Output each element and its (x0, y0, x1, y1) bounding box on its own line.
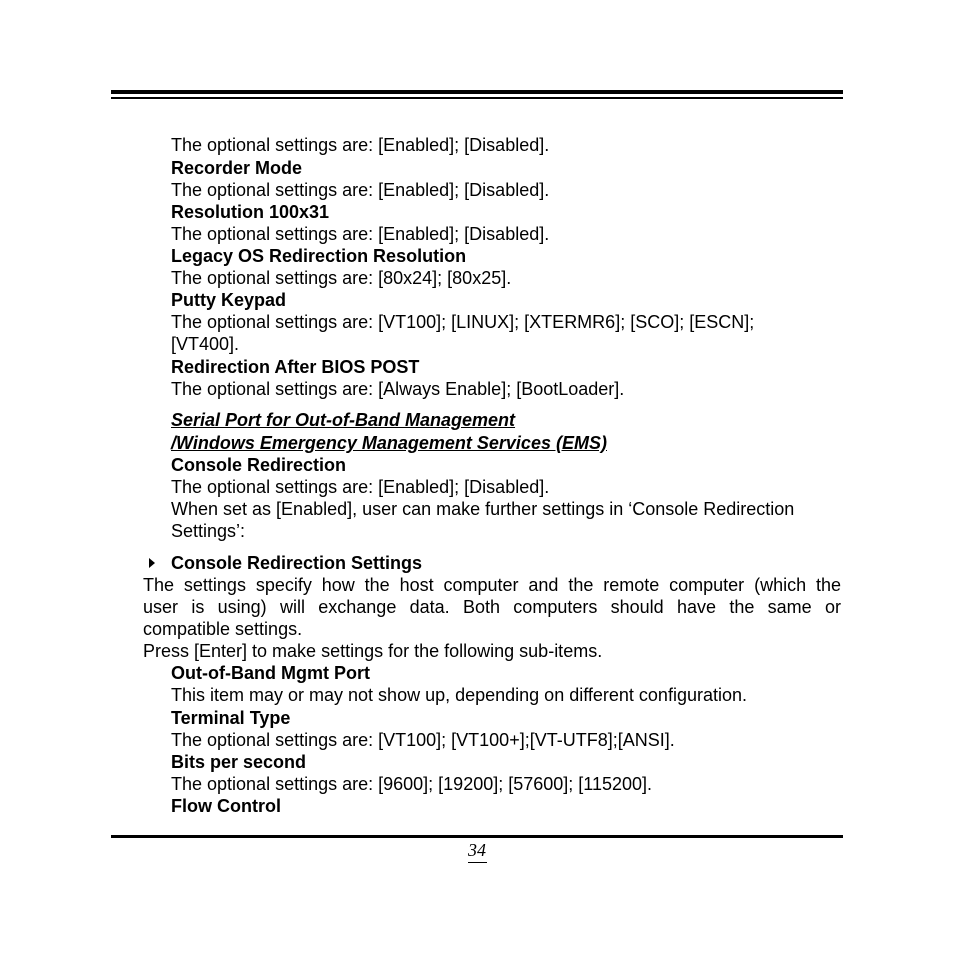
console-redirection-heading: Console Redirection (171, 455, 347, 475)
recorder-mode-heading: Recorder Mode (171, 158, 303, 178)
redirection-after-post-heading: Redirection After BIOS POST (171, 357, 420, 377)
header-rule-thick (111, 90, 843, 94)
console-redirection-note-cont: Settings’: (171, 521, 246, 541)
resolution-heading: Resolution 100x31 (171, 202, 330, 222)
putty-keypad-settings-cont: [VT400]. (171, 334, 240, 354)
page-number: 34 (468, 840, 486, 860)
section-title-line2: /Windows Emergency Management Services (EMS) (171, 433, 607, 453)
putty-keypad-settings: The optional settings are: [VT100]; [LINUX]; [XTERMR6]; [SCO]; [ESCN]; (171, 312, 755, 332)
terminal-type-settings: The optional settings are: [VT100]; [VT100+];[VT-UTF8];[ANSI]. (171, 730, 675, 750)
terminal-type-heading: Terminal Type (171, 708, 291, 728)
description-line1: The settings specify how the host computer and the remote computer (which the (143, 575, 841, 595)
legacy-os-settings: The optional settings are: [80x24]; [80x25]. (171, 268, 512, 288)
flow-control-heading: Flow Control (171, 796, 281, 816)
submenu-arrow-icon (149, 558, 155, 568)
legacy-os-heading: Legacy OS Redirection Resolution (171, 246, 467, 266)
redirection-after-post-settings: The optional settings are: [Always Enable]; [BootLoader]. (171, 379, 625, 399)
console-redirection-settings: The optional settings are: [Enabled]; [Disabled]. (171, 477, 550, 497)
console-redirection-settings-heading: Console Redirection Settings (171, 553, 423, 573)
putty-keypad-heading: Putty Keypad (171, 290, 287, 310)
recorder-mode-settings-prev: The optional settings are: [Enabled]; [Disabled]. (171, 135, 550, 155)
oob-mgmt-port-desc: This item may or may not show up, depending on different configuration. (171, 685, 747, 705)
description-line3: compatible settings. (143, 619, 303, 639)
oob-mgmt-port-heading: Out-of-Band Mgmt Port (171, 663, 370, 683)
header-rule-thin (111, 97, 843, 99)
page-number-underline (468, 862, 487, 863)
footer-rule (111, 835, 843, 838)
press-enter-instruction: Press [Enter] to make settings for the following sub-items. (143, 641, 603, 661)
bits-per-second-heading: Bits per second (171, 752, 307, 772)
section-title-line1: Serial Port for Out-of-Band Management (171, 410, 516, 430)
description-line2: user is using) will exchange data. Both computers should have the same or (143, 597, 841, 617)
bits-per-second-settings: The optional settings are: [9600]; [19200]; [57600]; [115200]. (171, 774, 653, 794)
resolution-settings: The optional settings are: [Enabled]; [Disabled]. (171, 224, 550, 244)
console-redirection-note: When set as [Enabled], user can make further settings in ‘Console Redirection (171, 499, 795, 519)
recorder-mode-settings: The optional settings are: [Enabled]; [Disabled]. (171, 180, 550, 200)
